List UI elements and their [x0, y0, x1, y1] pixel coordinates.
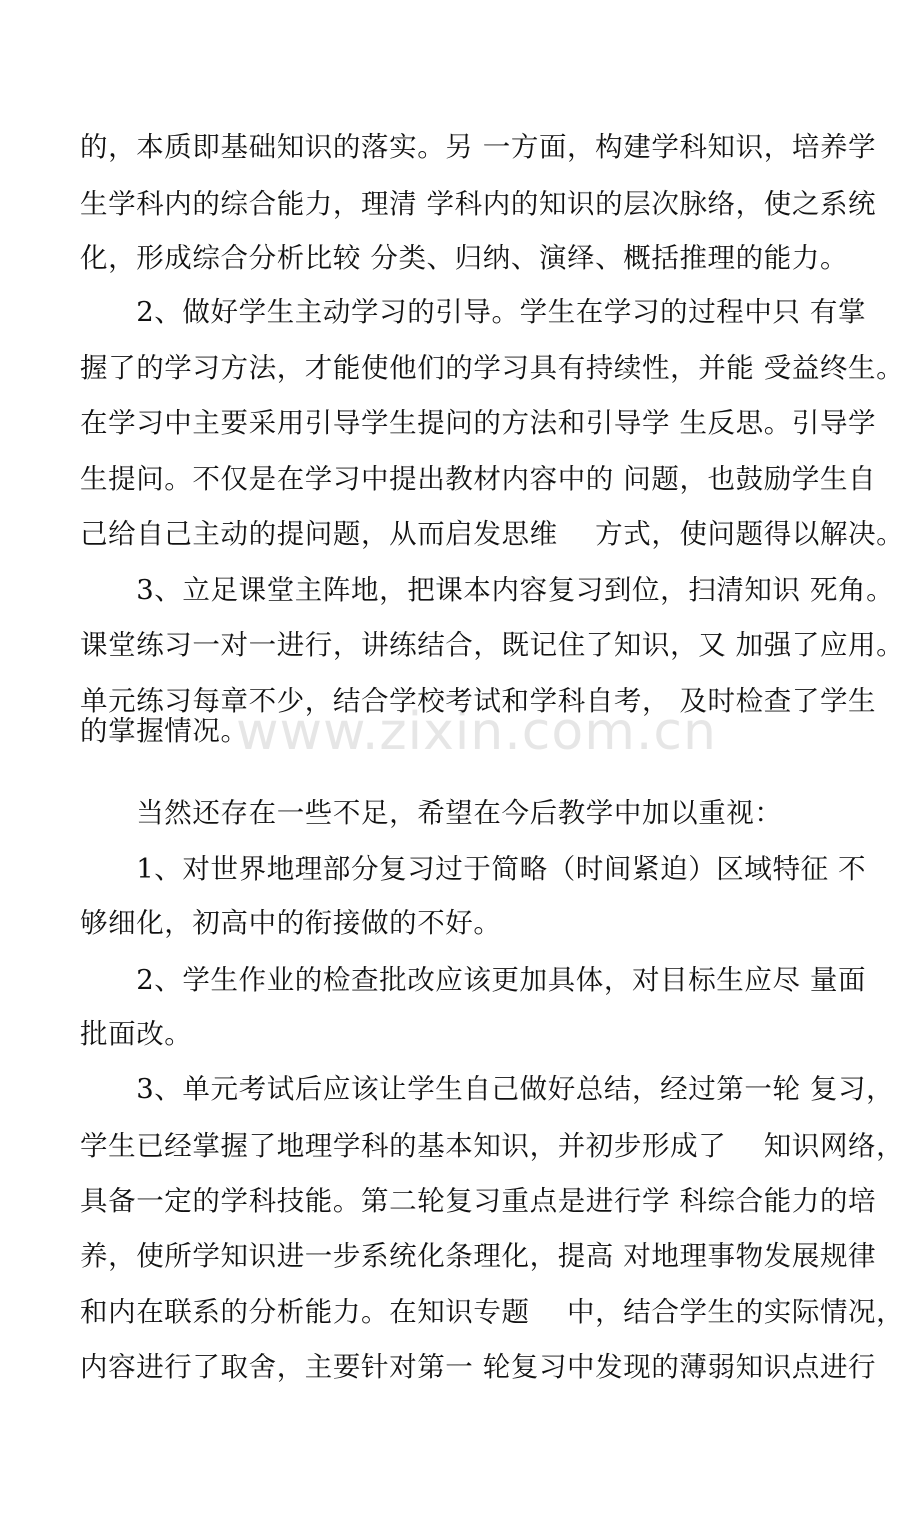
- text-line: 在学习中主要采用引导学生提问的方法和引导学 生反思。引导学: [80, 407, 877, 439]
- text-line: 学生已经掌握了地理学科的基本知识，并初步形成了 知识网络，: [80, 1130, 905, 1162]
- text-line: 握了的学习方法，才能使他们的学习具有持续性，并能 受益终生。: [80, 352, 905, 384]
- text-line: 生提问。不仅是在学习中提出教材内容中的 问题，也鼓励学生自: [80, 463, 877, 495]
- text-line: 的，本质即基础知识的落实。另 一方面，构建学科知识，培养学: [80, 131, 877, 163]
- text-line: 内容进行了取舍，主要针对第一 轮复习中发现的薄弱知识点进行: [80, 1351, 877, 1383]
- text-line: 3、立足课堂主阵地，把课本内容复习到位，扫清知识 死角。: [80, 574, 895, 606]
- text-line: 单元练习每章不少，结合学校考试和学科自考， 及时检查了学生: [80, 685, 877, 717]
- text-line: 批面改。: [80, 1018, 193, 1050]
- text-line: 生学科内的综合能力，理清 学科内的知识的层次脉络，使之系统: [80, 188, 877, 220]
- text-line: 当然还存在一些不足，希望在今后教学中加以重视：: [80, 797, 783, 829]
- text-line: 和内在联系的分析能力。在知识专题 中，结合学生的实际情况，: [80, 1296, 905, 1328]
- text-line: 3、单元考试后应该让学生自己做好总结，经过第一轮 复习，: [80, 1073, 895, 1105]
- text-line: 己给自己主动的提问题，从而启发思维 方式，使问题得以解决。: [80, 518, 905, 550]
- text-line: 2、做好学生主动学习的引导。学生在学习的过程中只 有掌: [80, 296, 867, 328]
- text-line: 课堂练习一对一进行，讲练结合，既记住了知识，又 加强了应用。: [80, 629, 905, 661]
- text-line: 够细化，初高中的衔接做的不好。: [80, 907, 502, 939]
- text-line: 1、对世界地理部分复习过于简略（时间紧迫）区域特征 不: [80, 853, 867, 885]
- watermark: www.zixin.com.cn: [236, 702, 717, 762]
- text-line: 化，形成综合分析比较 分类、归纳、演绎、概括推理的能力。: [80, 242, 849, 274]
- text-line: 2、学生作业的检查批改应该更加具体，对目标生应尽 量面: [80, 964, 867, 996]
- text-line: 养，使所学知识进一步系统化条理化，提高 对地理事物发展规律: [80, 1240, 877, 1272]
- text-line: 具备一定的学科技能。第二轮复习重点是进行学 科综合能力的培: [80, 1185, 877, 1217]
- text-line: 的掌握情况。: [80, 715, 249, 747]
